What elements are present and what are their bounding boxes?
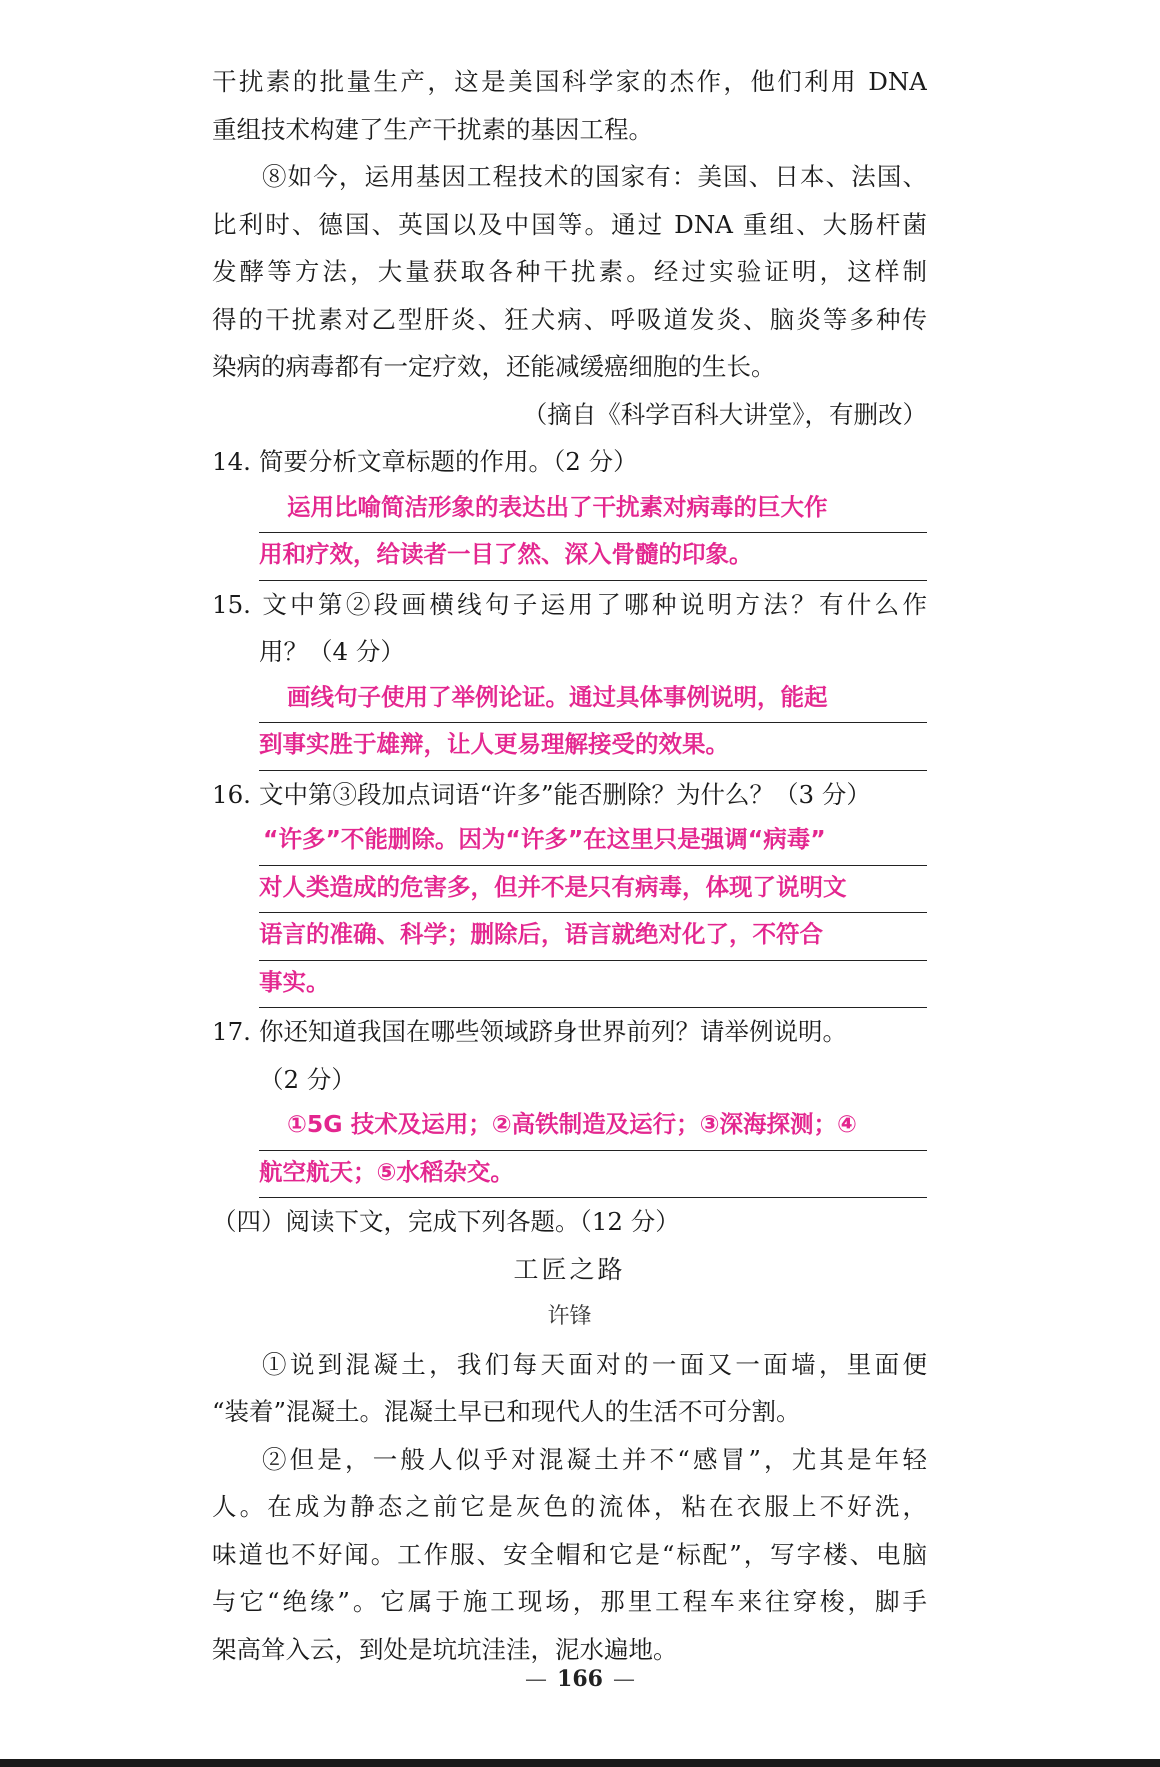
passage-line: 重组技术构建了生产干扰素的基因工程。 xyxy=(212,114,653,144)
question-text: 你还知道我国在哪些领域跻身世界前列？请举例说明。 xyxy=(259,1017,847,1046)
passage-line: 得的干扰素对乙型肝炎、狂犬病、呼吸道发炎、脑炎等多种传 xyxy=(212,304,927,334)
answer-line: 语言的准确、科学；删除后，语言就绝对化了，不符合 xyxy=(259,913,927,961)
footer-dash-right: — xyxy=(612,1667,635,1692)
question-14 xyxy=(212,438,927,486)
answer-line: 航空航天；⑤水稻杂交。 xyxy=(259,1151,927,1199)
question-text: 文中第②段画横线句子运用了哪种说明方法？有什么作 xyxy=(259,589,927,619)
question-16 xyxy=(212,771,927,819)
passage-line: 人。在成为静态之前它是灰色的流体，粘在衣服上不好洗， xyxy=(212,1492,927,1521)
answer-line: “许多”不能删除。因为“许多”在这里只是强调“病毒” xyxy=(259,818,927,866)
question-number: 14. xyxy=(212,447,251,476)
question-text-continued: （2 分） xyxy=(259,1064,356,1094)
question-17 xyxy=(212,1008,927,1056)
passage-line: 发酵等方法，大量获取各种干扰素。经过实验证明，这样制 xyxy=(212,257,927,286)
answer-line: 到事实胜于雄辩，让人更易理解接受的效果。 xyxy=(259,723,927,771)
passage-line: ②但是，一般人似乎对混凝土并不“感冒”，尤其是年轻 xyxy=(262,1444,927,1474)
question-text: 文中第③段加点词语“许多”能否删除？为什么？（3 分） xyxy=(259,779,871,809)
article-title: 工匠之路 xyxy=(513,1254,626,1284)
passage-line: 比利时、德国、英国以及中国等。通过 DNA 重组、大肠杆菌 xyxy=(212,209,927,239)
page-footer xyxy=(0,1666,1160,1692)
question-text: 简要分析文章标题的作用。（2 分） xyxy=(259,447,638,476)
question-number: 15. xyxy=(212,589,251,619)
answer-line: 运用比喻简洁形象的表达出了干扰素对病毒的巨大作 xyxy=(259,486,927,534)
footer-dash-left: — xyxy=(525,1667,548,1692)
answer-line: 事实。 xyxy=(259,961,927,1009)
question-text-continued: 用？（4 分） xyxy=(259,637,405,666)
passage-line: 味道也不好闻。工作服、安全帽和它是“标配”，写字楼、电脑 xyxy=(212,1539,927,1569)
passage-line: “装着”混凝土。混凝土早已和现代人的生活不可分割。 xyxy=(212,1397,801,1426)
passage-line: 染病的病毒都有一定疗效，还能减缓癌细胞的生长。 xyxy=(212,352,776,381)
bottom-edge-bar xyxy=(0,1759,1160,1767)
passage-line: ⑧如今，运用基因工程技术的国家有：美国、日本、法国、 xyxy=(262,162,927,191)
passage-line: ①说到混凝土，我们每天面对的一面又一面墙，里面便 xyxy=(262,1349,927,1379)
article-author: 许锋 xyxy=(547,1304,592,1329)
question-number: 16. xyxy=(212,779,251,809)
question-number: 17. xyxy=(212,1017,251,1046)
answer-line: 对人类造成的危害多，但并不是只有病毒，体现了说明文 xyxy=(259,866,927,914)
source-citation: （摘自《科学百科大讲堂》，有删改） xyxy=(522,399,927,429)
answer-line: 用和疗效，给读者一目了然、深入骨髓的印象。 xyxy=(259,533,927,581)
answer-line: 画线句子使用了举例论证。通过具体事例说明，能起 xyxy=(259,676,927,724)
passage-line: 干扰素的批量生产，这是美国科学家的杰作，他们利用 DNA xyxy=(212,67,927,96)
text-column xyxy=(212,58,927,1673)
passage-line: 架高耸入云，到处是坑坑洼洼，泥水遍地。 xyxy=(212,1634,678,1664)
answer-line: ①5G 技术及运用；②高铁制造及运行；③深海探测；④ xyxy=(259,1103,927,1151)
question-15 xyxy=(212,581,927,629)
page-number: 166 xyxy=(557,1666,603,1692)
section-heading: （四）阅读下文，完成下列各题。（12 分） xyxy=(212,1207,680,1236)
passage-line: 与它“绝缘”。它属于施工现场，那里工程车来往穿梭，脚手 xyxy=(212,1587,927,1616)
